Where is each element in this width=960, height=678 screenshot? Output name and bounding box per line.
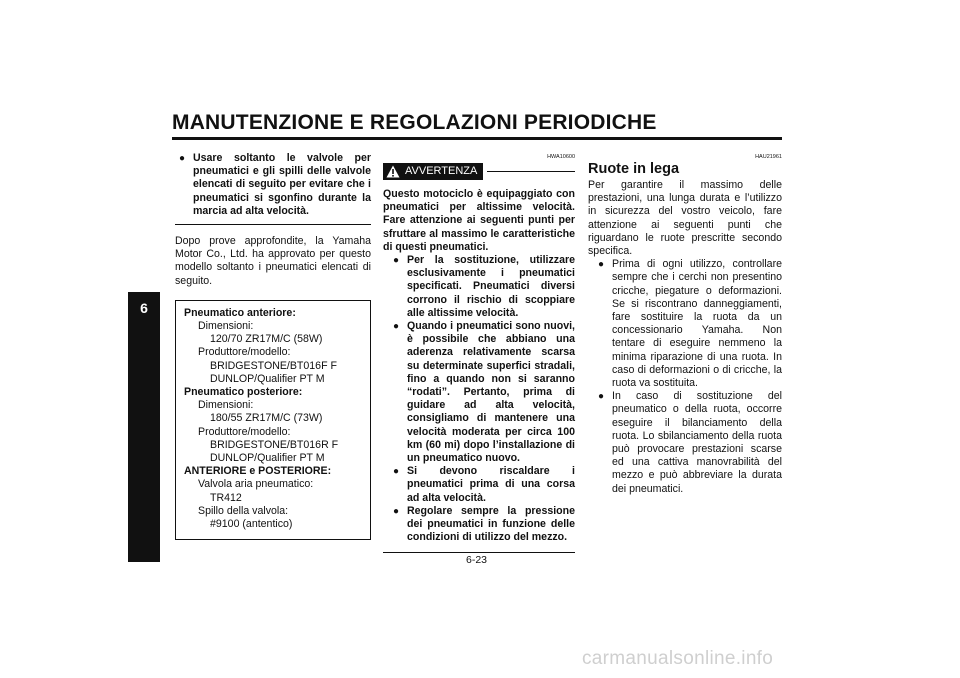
warning-header xyxy=(383,163,575,180)
warning-list-item: ● Quando i pneumatici sono nuovi, è possibile che abbiano una aderenza relativamente scarsa su determinate superfici stradali, fino a quando non si saranno “rodati”. Pertanto, prima di guidare ad alta velocità, consigliamo di mantenere una velocità moderata per circa 100 km (60 mi) dopo l’installazione di un pneumatico nuovo. xyxy=(389,320,575,465)
warning-list-item: ● Per la sostituzione, utilizzare esclusivamente i pneumatici specificati. Pneumatici diversi corrono il rischio di scoppiare alle altissime velocità. xyxy=(389,254,575,320)
warning-label: AVVERTENZA xyxy=(405,164,478,177)
section-rule xyxy=(175,224,371,225)
tire-spec-box xyxy=(175,300,371,540)
spec-line: BRIDGESTONE/BT016R F xyxy=(210,438,339,451)
chapter-tab-number: 6 xyxy=(140,300,148,316)
spec-line: Produttore/modello: xyxy=(198,346,291,359)
section-heading: Ruote in lega xyxy=(588,161,680,177)
wheels-list-item: ● Prima di ogni utilizzo, controllare sempre che i cerchi non presentino cricche, piegature o deformazioni. Se si riscontrano danneggiamenti, fare sostituire la ruota da un concessionario Yamaha. Non tentare di eseguire nemmeno la minima riparazione di una ruota. In caso di deformazioni o di cricche, la ruota va sostituita. xyxy=(594,258,782,390)
spec-line: Spillo della valvola: xyxy=(198,504,289,517)
spec-line: TR412 xyxy=(210,491,242,504)
spec-line: 120/70 ZR17M/C (58W) xyxy=(210,333,323,346)
page-title: MANUTENZIONE E REGOLAZIONI PERIODICHE xyxy=(172,111,657,134)
section-code: HWA10600 xyxy=(547,154,575,160)
column-2 xyxy=(383,154,575,553)
watermark: carmanualsonline.info xyxy=(582,648,774,669)
header-rule xyxy=(172,137,782,140)
chapter-tab xyxy=(128,292,160,562)
column-3 xyxy=(588,154,782,496)
wheels-intro: Per garantire il massimo delle prestazioni, una lunga durata e l’utilizzo in sicurezza del vostro veicolo, fare attenzione ai seguenti punti che riguardano le ruote prescritte secondo specifica. xyxy=(588,179,782,258)
spec-line: ANTERIORE e POSTERIORE: xyxy=(184,465,332,478)
warning-list-item: ● Si devono riscaldare i pneumatici prima di una corsa ad alta velocità. xyxy=(389,465,575,505)
spec-line: DUNLOP/Qualifier PT M xyxy=(210,452,325,465)
spec-line: Dimensioni: xyxy=(198,399,254,412)
spec-line: Pneumatico posteriore: xyxy=(184,386,303,399)
spec-line: Pneumatico anteriore: xyxy=(184,306,296,319)
warning-bullet: ● Usare soltanto le valvole per pneumatici e gli spilli delle valvole elencati di seguito per evitare che i pneumatici si sgonfino durante la marcia ad alta velocità. xyxy=(175,152,371,218)
spec-line: Produttore/modello: xyxy=(198,425,291,438)
spec-line: BRIDGESTONE/BT016F F xyxy=(210,359,337,372)
warning-list-item: ● Regolare sempre la pressione dei pneumatici in funzione delle condizioni di utilizzo del mezzo. xyxy=(389,505,575,545)
column-1 xyxy=(175,152,371,540)
wheels-list-item: ● In caso di sostituzione del pneumatico o della ruota, occorre eseguire il bilanciamento della ruota. Lo sbilanciamento della ruota può provocare prestazioni scarse ed una cattiva manovrabilità del mezzo e può abbreviare la durata dei pneumatici. xyxy=(594,390,782,496)
spec-line: DUNLOP/Qualifier PT M xyxy=(210,372,325,385)
page-number: 6-23 xyxy=(466,554,488,566)
warning-badge xyxy=(383,163,483,180)
section-code: HAU21961 xyxy=(755,154,782,160)
warning-bullet-list xyxy=(383,254,575,544)
warning-intro: Questo motociclo è equipaggiato con pneumatici per altissime velocità. Fare attenzione ai seguenti punti per sfruttare al massimo le caratteristiche di questi pneumatici. xyxy=(383,188,575,253)
spec-line: Valvola aria pneumatico: xyxy=(198,478,314,491)
warning-triangle-icon xyxy=(386,165,400,178)
spec-line: 180/55 ZR17M/C (73W) xyxy=(210,412,323,425)
approval-paragraph: Dopo prove approfondite, la Yamaha Motor Co., Ltd. ha approvato per questo modello soltanto i pneumatici elencati di seguito. xyxy=(175,235,371,287)
spec-line: Dimensioni: xyxy=(198,320,254,333)
wheels-bullet-list xyxy=(588,258,782,496)
spec-line: #9100 (antentico) xyxy=(210,518,293,531)
warning-header-rule xyxy=(487,171,575,172)
